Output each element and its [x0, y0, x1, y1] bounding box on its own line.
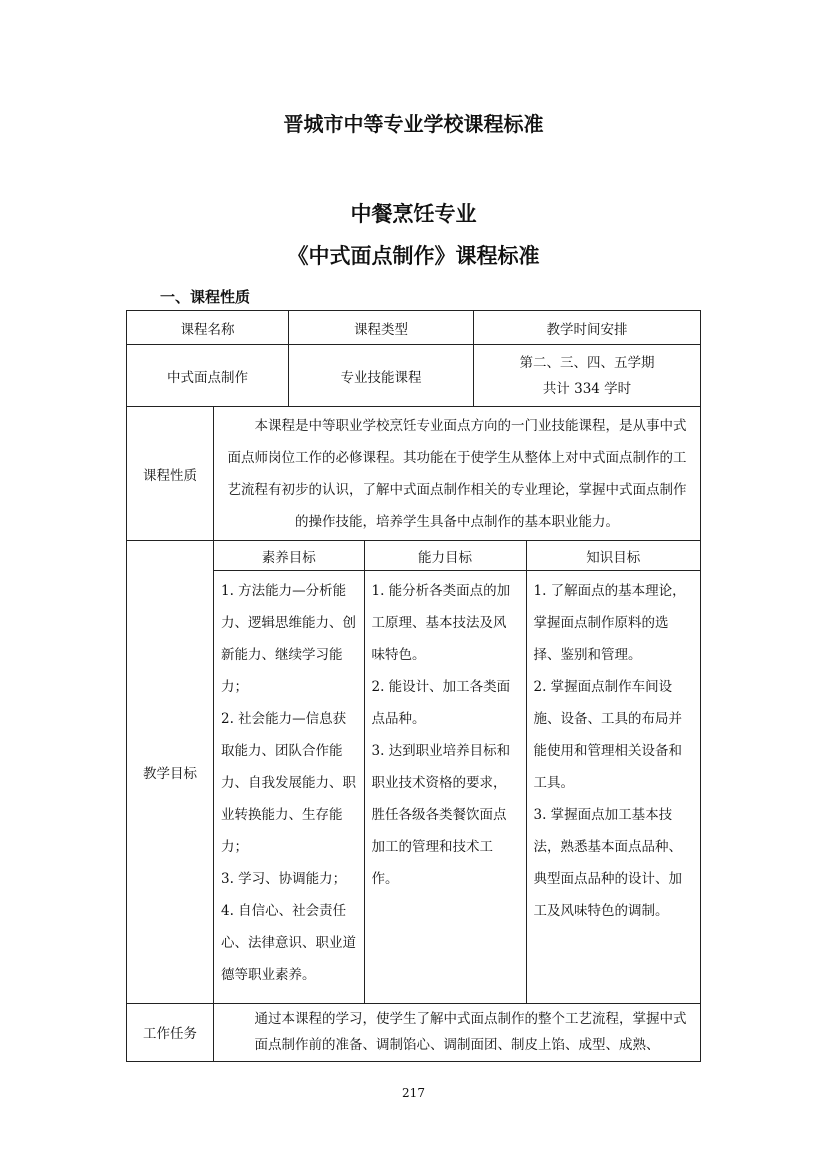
list-item: 3. 达到职业培养目标和职业技术资格的要求，胜任各级各类餐饮面点加工的管理和技术工作。: [371, 743, 511, 887]
document-header: 晋城市中等专业学校课程标准: [283, 112, 544, 136]
literacy-goals: [214, 571, 364, 1003]
page-number: 217: [402, 1086, 425, 1100]
nature-text: 本课程是中等职业学校烹饪专业面点方向的一门业技能课程，是从事中式面点师岗位工作的必修课程。其功能在于使学生从整体上对中式面点制作的工艺流程有初步的认识，了解中式面点制作相关的专业理论，掌握中式面点制作的操作技能，培养学生具备中点制作的基本职业能力。: [214, 407, 701, 541]
schedule-line-2: 共计 334 学时: [542, 380, 632, 397]
schedule-value: [474, 345, 701, 407]
header-schedule: 教学时间安排: [474, 311, 701, 345]
tasks-text: 通过本课程的学习，使学生了解中式面点制作的整个工艺流程，掌握中式面点制作前的准备、调制馅心、调制面团、制皮上馅、成型、成熟、: [214, 1003, 701, 1061]
list-item: 2. 掌握面点制作车间设施、设备、工具的布局并能使用和管理相关设备和工具。: [533, 679, 682, 791]
list-item: 4. 自信心、社会责任心、法律意识、职业道德等职业素养。: [221, 903, 356, 983]
list-item: 1. 方法能力—分析能力、逻辑思维能力、创新能力、继续学习能力；: [221, 583, 356, 695]
course-name-value: 中式面点制作: [127, 345, 289, 407]
knowledge-goals: [526, 571, 700, 1003]
header-course-name: 课程名称: [127, 311, 289, 345]
major-title: 中餐烹饪专业: [350, 202, 477, 226]
course-type-value: 专业技能课程: [289, 345, 474, 407]
ability-goals: [364, 571, 526, 1003]
goals-label: 教学目标: [127, 541, 214, 1004]
list-item: 3. 掌握面点加工基本技法，熟悉基本面点品种、典型面点品种的设计、加工及风味特色的调制。: [533, 807, 682, 919]
list-item: 3. 学习、协调能力；: [221, 871, 347, 887]
list-item: 2. 社会能力—信息获取能力、团队合作能力、自我发展能力、职业转换能力、生存能力；: [221, 711, 356, 855]
list-item: 2. 能设计、加工各类面点品种。: [371, 679, 511, 727]
tasks-label: 工作任务: [127, 1003, 214, 1061]
goal-header-literacy: 素养目标: [214, 541, 364, 571]
course-title: 《中式面点制作》课程标准: [287, 244, 540, 268]
list-item: 1. 了解面点的基本理论，掌握面点制作原料的选择、鉴别和管理。: [533, 583, 686, 663]
goal-header-knowledge: 知识目标: [526, 541, 700, 571]
goals-cell: [214, 541, 701, 1004]
course-standard-table: [126, 310, 701, 1062]
header-course-type: 课程类型: [289, 311, 474, 345]
section-heading: 一、课程性质: [160, 288, 251, 306]
schedule-line-1: 第二、三、四、五学期: [519, 354, 655, 371]
nature-label: 课程性质: [127, 407, 214, 541]
goal-header-ability: 能力目标: [364, 541, 526, 571]
goals-subtable: [214, 541, 700, 1003]
list-item: 1. 能分析各类面点的加工原理、基本技法及风味特色。: [371, 583, 511, 663]
